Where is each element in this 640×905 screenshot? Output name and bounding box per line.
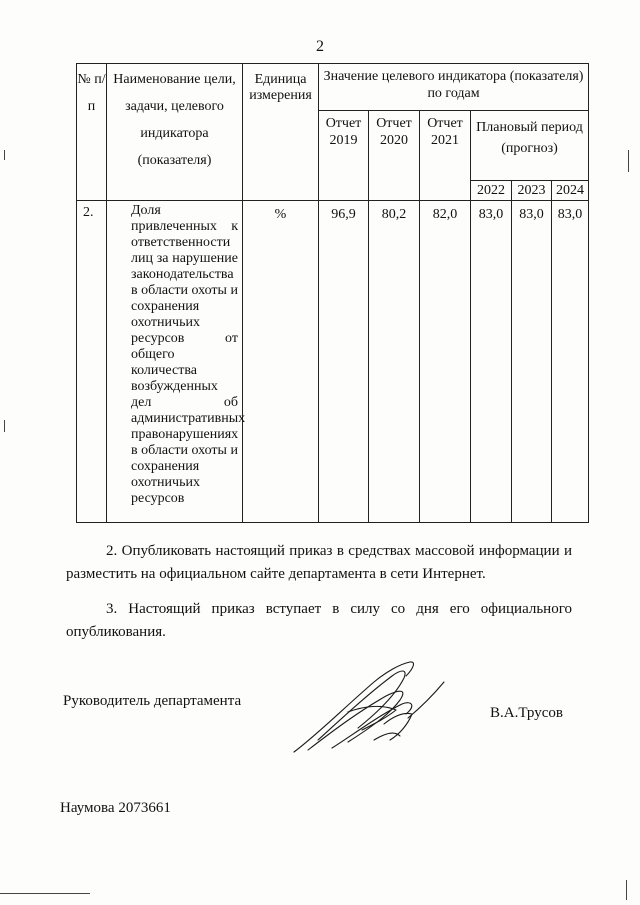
page-number: 2 (316, 38, 324, 55)
header-num: № п/п (77, 64, 107, 201)
header-report-2019: Отчет 2019 (319, 111, 369, 201)
paragraph-effective: 3. Настоящий приказ вступает в силу со дня его официального опубликования. (66, 601, 572, 640)
signer-role: Руководитель департамента (63, 693, 242, 709)
scan-artifact (4, 420, 5, 432)
header-indicator-group: Значение целевого индикатора (показателя) по годам (319, 64, 589, 111)
handwritten-signature (288, 654, 456, 764)
executor-note: Наумова 2073661 (60, 800, 171, 816)
header-year-2024: 2024 (552, 181, 589, 201)
row-unit: % (243, 201, 319, 523)
table-row (77, 201, 589, 523)
indicator-table (76, 63, 589, 523)
row-value-2024: 83,0 (552, 201, 589, 523)
scan-artifact (628, 150, 629, 172)
paragraph-publish: 2. Опубликовать настоящий приказ в средствах массовой информации и разместить на официальном сайте департамента в сети Интернет. (66, 543, 572, 582)
header-year-2023: 2023 (512, 181, 552, 201)
row-value-2019: 96,9 (319, 201, 369, 523)
row-num: 2. (77, 201, 107, 523)
row-value-2022: 83,0 (471, 201, 512, 523)
signer-name: В.А.Трусов (490, 705, 563, 721)
row-indicator-name: Доля привлеченных к ответственности лиц за нарушение законодательства в области охоты и сохранения охотничьих ресурсов от общего количества возбужденных дел об административных правонарушениях в области охоты и сохранения охотничьих ресурсов (107, 201, 243, 523)
header-unit: Единица измерения (243, 64, 319, 201)
scan-artifact (626, 880, 627, 900)
header-plan-period: Плановый период (прогноз) (471, 111, 589, 181)
scan-artifact (4, 150, 5, 160)
row-value-2021: 82,0 (420, 201, 471, 523)
header-report-2020: Отчет 2020 (369, 111, 420, 201)
row-value-2023: 83,0 (512, 201, 552, 523)
row-value-2020: 80,2 (369, 201, 420, 523)
header-report-2021: Отчет 2021 (420, 111, 471, 201)
scan-artifact (0, 893, 90, 894)
header-year-2022: 2022 (471, 181, 512, 201)
header-name: Наименование цели, задачи, целевого индикатора (показателя) (107, 64, 243, 201)
